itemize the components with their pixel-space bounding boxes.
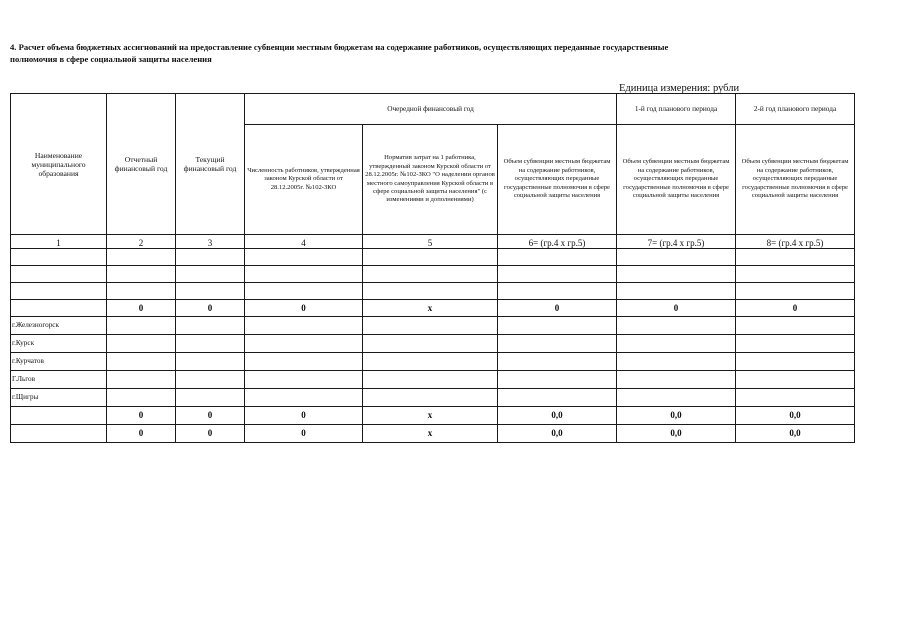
table-cell (736, 317, 855, 335)
empty-row (11, 266, 855, 283)
table-cell (736, 266, 855, 283)
header-plan-year-2: 2-й год планового периода (736, 94, 855, 125)
table-cell (176, 283, 245, 300)
table-cell: 0 (107, 425, 176, 443)
table-cell (736, 335, 855, 353)
table-cell (617, 249, 736, 266)
table-cell (176, 371, 245, 389)
table-cell: 0 (498, 300, 617, 317)
table-cell (11, 283, 107, 300)
table-cell (363, 317, 498, 335)
section-heading (10, 41, 870, 65)
municipality-name: г.Курск (11, 335, 107, 353)
municipality-row (11, 389, 855, 407)
table-cell (363, 389, 498, 407)
header-subvention-next: Объем субвенции местным бюджетам на содержание работников, осуществляющих переданные государственные полномочия в сфере социальной защиты населения (498, 125, 617, 235)
subvention-table (10, 93, 855, 443)
table-cell (11, 266, 107, 283)
header-plan-year-1: 1-й год планового периода (617, 94, 736, 125)
table-cell (498, 389, 617, 407)
unit-of-measure: Единица измерения: рубли (619, 83, 740, 94)
table-cell (363, 335, 498, 353)
table-cell (107, 249, 176, 266)
column-number: 8= (гр.4 х гр.5) (736, 235, 855, 249)
table-cell (498, 283, 617, 300)
column-number: 2 (107, 235, 176, 249)
table-cell (245, 335, 363, 353)
table-cell (617, 283, 736, 300)
table-cell (245, 266, 363, 283)
table-cell (736, 371, 855, 389)
table-cell (107, 317, 176, 335)
municipality-row (11, 335, 855, 353)
header-municipality: Наименование муниципального образования (11, 94, 107, 235)
table-cell: 0,0 (498, 425, 617, 443)
header-reported-year: Отчетный финансовый год (107, 94, 176, 235)
table-cell: 0,0 (736, 425, 855, 443)
table-cell: 0 (176, 407, 245, 425)
header-row-1 (11, 94, 855, 125)
table-cell: 0,0 (736, 407, 855, 425)
table-cell (498, 249, 617, 266)
table-cell: 0 (176, 425, 245, 443)
municipality-row (11, 317, 855, 335)
header-norm: Норматив затрат на 1 работника, утвержденный законом Курской области от 28.12.2005г. №102-ЗКО "О наделении органов местного самоуправления Курской области в сфере социальной защиты населения" (с изменениями и дополнениями) (363, 125, 498, 235)
column-number: 7= (гр.4 х гр.5) (617, 235, 736, 249)
table-cell: 0,0 (498, 407, 617, 425)
header-subvention-plan-2: Объем субвенции местным бюджетам на содержание работников, осуществляющих переданные государственные полномочия в сфере социальной защиты населения (736, 125, 855, 235)
table-cell (617, 353, 736, 371)
table-cell (107, 371, 176, 389)
empty-row (11, 249, 855, 266)
table-cell (245, 353, 363, 371)
column-number: 3 (176, 235, 245, 249)
table-cell (176, 266, 245, 283)
table-cell (176, 353, 245, 371)
table-cell (617, 335, 736, 353)
table-cell (363, 283, 498, 300)
table-cell (617, 371, 736, 389)
table-cell (498, 353, 617, 371)
table-cell: 0,0 (617, 407, 736, 425)
municipality-name: г.Щигры (11, 389, 107, 407)
table-cell (363, 249, 498, 266)
table-cell (498, 371, 617, 389)
table-cell: 0 (107, 407, 176, 425)
table-cell (617, 389, 736, 407)
municipality-name: г.Железногорск (11, 317, 107, 335)
table-cell: 0 (176, 300, 245, 317)
table-cell: х (363, 300, 498, 317)
table-cell (498, 266, 617, 283)
table-cell (245, 389, 363, 407)
column-number: 1 (11, 235, 107, 249)
subtotal-row (11, 300, 855, 317)
header-workers: Численность работников, утвержденная законом Курской области от 28.12.2005г. №102-ЗКО (245, 125, 363, 235)
table-cell (176, 335, 245, 353)
table-cell (107, 335, 176, 353)
table-cell (736, 389, 855, 407)
table-cell (363, 353, 498, 371)
header-next-year: Очередной финансовый год (245, 94, 617, 125)
grand-total-row (11, 425, 855, 443)
total-row (11, 407, 855, 425)
table-cell: 0 (617, 300, 736, 317)
column-number: 4 (245, 235, 363, 249)
table-cell (363, 266, 498, 283)
table-cell: 0 (245, 300, 363, 317)
table-cell (498, 335, 617, 353)
table-cell: 0 (245, 407, 363, 425)
table-cell (363, 371, 498, 389)
table-cell (245, 317, 363, 335)
column-number: 6= (гр.4 х гр.5) (498, 235, 617, 249)
table-cell (245, 283, 363, 300)
table-cell (245, 249, 363, 266)
empty-row (11, 283, 855, 300)
table-cell: х (363, 425, 498, 443)
table-cell (107, 353, 176, 371)
table-cell: 0 (245, 425, 363, 443)
table-cell (736, 283, 855, 300)
table-cell (617, 317, 736, 335)
table-cell (107, 266, 176, 283)
table-cell (498, 317, 617, 335)
column-number: 5 (363, 235, 498, 249)
table-cell (736, 353, 855, 371)
municipality-row (11, 353, 855, 371)
table-cell (11, 300, 107, 317)
table-cell (11, 425, 107, 443)
table-cell (176, 389, 245, 407)
table-cell: 0 (736, 300, 855, 317)
municipality-name: г.Курчатов (11, 353, 107, 371)
header-current-year: Текущий финансовый год (176, 94, 245, 235)
header-subvention-plan-1: Объем субвенции местным бюджетам на содержание работников, осуществляющих переданные государственные полномочия в сфере социальной защиты населения (617, 125, 736, 235)
table-cell (176, 317, 245, 335)
table-cell: 0,0 (617, 425, 736, 443)
table-cell (11, 249, 107, 266)
table-cell: 0 (107, 300, 176, 317)
table-cell (176, 249, 245, 266)
table-cell (245, 371, 363, 389)
table-cell (107, 389, 176, 407)
heading-line-1: 4. Расчет объема бюджетных ассигнований на предоставление субвенции местным бюджетам на содержание работников, осуществляющих переданные государственные (10, 42, 669, 52)
table-cell (11, 407, 107, 425)
heading-line-2: полномочия в сфере социальной защиты населения (10, 54, 212, 64)
table-cell (107, 283, 176, 300)
municipality-row (11, 371, 855, 389)
table-cell (617, 266, 736, 283)
column-number-row (11, 235, 855, 249)
table-cell: х (363, 407, 498, 425)
table-cell (736, 249, 855, 266)
municipality-name: Г.Льгов (11, 371, 107, 389)
